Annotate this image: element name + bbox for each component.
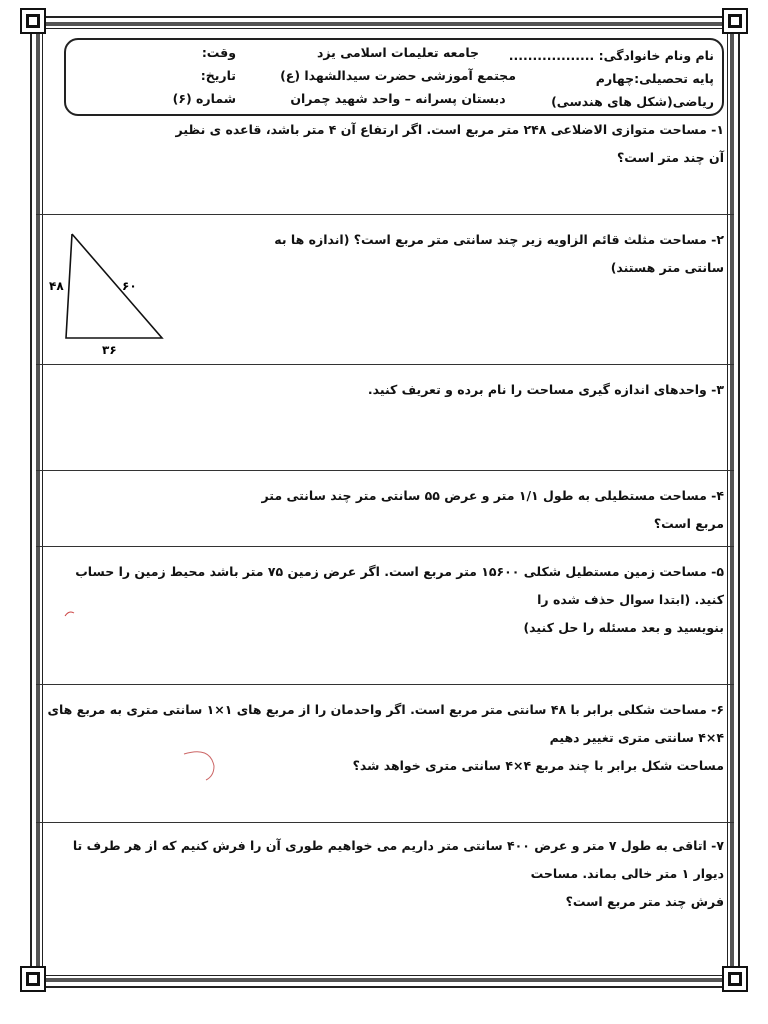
question-5-line-1: ۵- مساحت زمین مستطیل شکلی ۱۵۶۰۰ متر مربع است. اگر عرض زمین ۷۵ متر باشد محیط زمین را حساب کنید. (ابتدا سوال حذف شده را	[75, 564, 724, 607]
question-5-line-2: بنویسید و بعد مسئله را حل کنید)	[523, 620, 724, 635]
stray-mark	[64, 610, 76, 618]
triangle-label-base: ۳۶	[102, 343, 117, 357]
student-name-label: نام ونام خانوادگی: ..................	[508, 48, 714, 63]
right-triangle-figure	[44, 230, 170, 360]
exam-number-label: شماره (۶)	[172, 91, 236, 106]
question-6	[44, 696, 724, 780]
question-7-line-2: فرش چند متر مربع است؟	[565, 894, 724, 909]
question-6-line-2: مساحت شکل برابر با چند مربع ۴×۴ سانتی متری خواهد شد؟	[352, 758, 724, 773]
question-4: ۴- مساحت مستطیلی به طول ۱/۱ متر و عرض ۵۵ سانتی متر چند سانتی متر مربع است؟	[261, 488, 724, 531]
org-line-2: مجتمع آموزشی حضرت سیدالشهدا (ع)	[280, 68, 516, 83]
question-2: ۲- مساحت مثلث قائم الزاویه زیر چند سانتی متر مربع است؟ (اندازه ها به سانتی متر هستند)	[274, 232, 724, 275]
corner-ornament-top-left	[20, 8, 46, 34]
time-label: وقت:	[201, 45, 236, 60]
divider-q6	[36, 822, 734, 823]
question-5	[44, 558, 724, 642]
triangle-label-vertical: ۴۸	[49, 279, 64, 293]
divider-q5	[36, 684, 734, 685]
header-box	[64, 38, 724, 116]
question-3: ۳- واحدهای اندازه گیری مساحت را نام برده و تعریف کنید.	[367, 382, 724, 397]
corner-ornament-top-right	[722, 8, 748, 34]
divider-q2	[36, 364, 734, 365]
grade-label: پایه تحصیلی:چهارم	[595, 71, 714, 86]
org-line-3: دبستان پسرانه – واحد شهید چمران	[290, 91, 506, 106]
triangle-label-hypotenuse: ۶۰	[122, 279, 137, 293]
corner-ornament-bottom-right	[722, 966, 748, 992]
org-line-1: جامعه تعلیمات اسلامی یزد	[316, 45, 480, 60]
stray-arc-mark	[180, 748, 222, 782]
question-7	[44, 832, 724, 916]
subject-label: ریاضی(شکل های هندسی)	[551, 94, 714, 109]
question-6-line-1: ۶- مساحت شکلی برابر با ۴۸ سانتی متر مربع است. اگر واحدمان را از مربع های ۱×۱ سانتی متری به مربع های ۴×۴ سانتی متری تغییر دهیم	[47, 702, 724, 745]
question-7-line-1: ۷- اتاقی به طول ۷ متر و عرض ۴۰۰ سانتی متر داریم می خواهیم طوری آن را فرش کنیم که از هر طرف تا دیوار ۱ متر خالی بماند. مساحت	[72, 838, 724, 881]
date-label: تاریخ:	[200, 68, 236, 83]
divider-q3	[36, 470, 734, 471]
question-1: ۱- مساحت متوازی الاضلاعی ۲۴۸ متر مربع است. اگر ارتفاع آن ۴ متر باشد، قاعده ی نظیر آن چند متر است؟	[175, 122, 724, 165]
corner-ornament-bottom-left	[20, 966, 46, 992]
divider-q1	[36, 214, 734, 215]
divider-q4	[36, 546, 734, 547]
